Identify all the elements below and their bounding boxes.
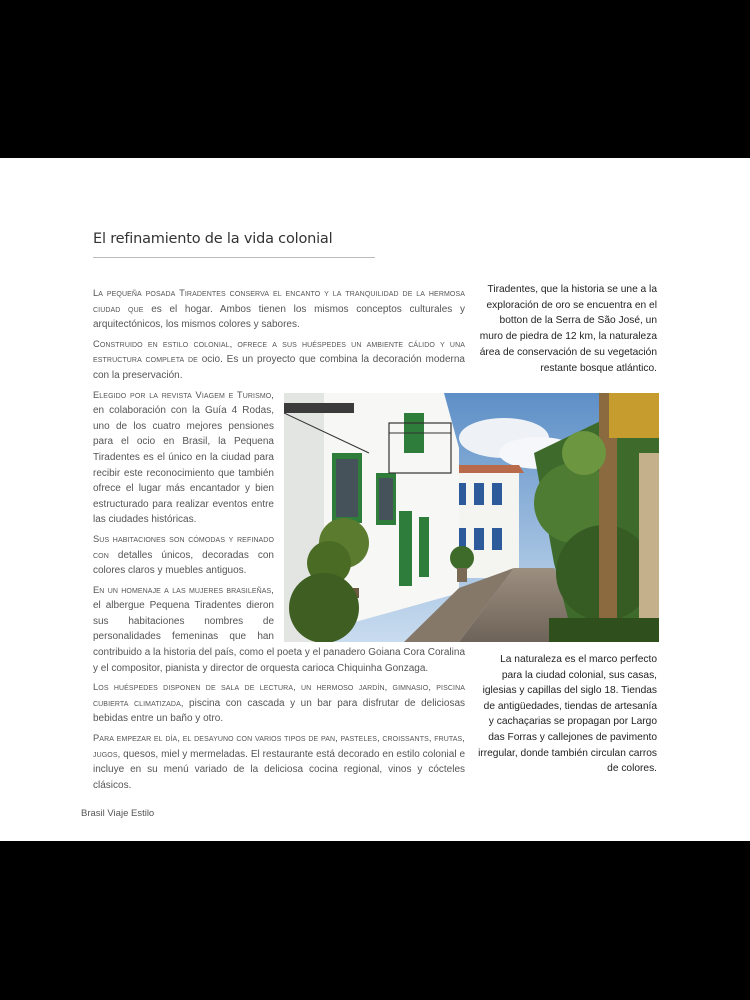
paragraph-2-lead: Construido en estilo colonial, ofrece a sus huéspedes un ambiente cálido y una estructura completa de bbox=[93, 338, 465, 365]
paragraph-1 bbox=[93, 286, 465, 333]
paragraph-6-lead: Los huéspedes disponen de sala de lectura, un hermoso jardín, gimnasio, piscina cubierta climatizada, bbox=[93, 682, 465, 708]
sidebar-caption-top: Tiradentes, que la historia se une a la exploración de oro se encuentra en el botton de la Serra de São José, un muro de piedra de 12 km, la naturaleza área de conservación de su vegetación restante bosque atlántico. bbox=[479, 284, 657, 374]
paragraph-4-lead: Sus habitaciones son cómodas y refinado con bbox=[93, 533, 274, 560]
paragraph-4-text: detalles únicos, decoradas con colores claros y muebles antiguos. bbox=[93, 549, 274, 577]
paragraph-2-text: ocio. Es un proyecto que combina la decoración moderna con la preservación. bbox=[93, 354, 465, 381]
paragraph-1-lead: La pequeña posada Tiradentes conserva el encanto y la tranquilidad de la hermosa ciudad que bbox=[93, 288, 465, 314]
colonial-courtyard-photo bbox=[284, 393, 659, 642]
paragraph-5-text: el albergue Pequena Tiradentes dieron sus habitaciones nombres de personalidades femeninas que han contribuido a la historia del país, como el poeta y el panadero Goiana Cora Coralina y el compositor, pianista y director de orquesta carioca Chiquinha Gonzaga. bbox=[93, 600, 465, 674]
paragraph-1-text: es el hogar. Ambos tienen los mismos conceptos culturales y arquitectónicos, los mismos colores y sabores. bbox=[93, 303, 465, 331]
paragraph-7-lead: Para empezar el día, el desayuno con varios tipos de pan, pasteles, croissants, frutas, jugos, bbox=[93, 733, 465, 759]
article-body bbox=[93, 286, 465, 797]
paragraph-6-text: piscina con cascada y un bar para disfrutar de deliciosas bebidas entre un baño y otro. bbox=[93, 697, 466, 725]
footer-publication-name: Brasil Viaje Estilo bbox=[81, 808, 155, 819]
paragraph-6 bbox=[93, 680, 465, 727]
paragraph-3-lead: Elegido por la revista Viagem e Turismo, bbox=[93, 389, 274, 400]
photo-frame bbox=[284, 393, 659, 642]
paragraph-3-text: en colaboración con la Guía 4 Rodas, uno de los cuatro mejores pensiones para el ocio en Brasil, la Pequena Tiradentes es el único en la ciudad para recibir este reconocimiento que también ofrece el lugar más encantador y bien estructurado para realizar eventos entre las ciudades históricas. bbox=[93, 405, 274, 526]
paragraph-5-lead: En un homenaje a las mujeres brasileñas, bbox=[93, 584, 274, 595]
magazine-page bbox=[0, 158, 750, 841]
paragraph-7 bbox=[93, 731, 465, 793]
paragraph-2 bbox=[93, 337, 465, 384]
courtyard-illustration bbox=[284, 393, 659, 642]
page-title: El refinamiento de la vida colonial bbox=[93, 231, 333, 247]
paragraph-7-text: quesos, miel y mermeladas. El restaurante está decorado en estilo colonial e incluye en su menú variado de la deliciosa cocina regional, vinos y cócteles clásicos. bbox=[93, 748, 465, 791]
title-divider bbox=[93, 257, 375, 258]
sidebar-caption-bottom: La naturaleza es el marco perfecto para la ciudad colonial, sus casas, iglesias y capillas del siglo 18. Tiendas de antigüedades, tiendas de artesanía y cachaçarias se propagan por Largo das Forras y callejones de pavimento irregular, donde también circulan carros de colores. bbox=[478, 654, 657, 775]
